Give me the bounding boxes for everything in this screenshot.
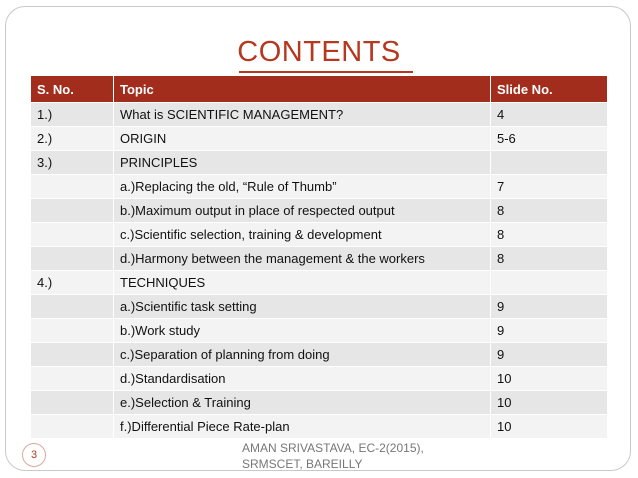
cell-serial-no <box>31 175 114 199</box>
table-header-row <box>31 76 608 103</box>
cell-slide-no: 8 <box>491 199 608 223</box>
footer-author <box>242 440 424 472</box>
table-row <box>31 343 608 367</box>
table-row <box>31 247 608 271</box>
table-row <box>31 199 608 223</box>
cell-serial-no <box>31 295 114 319</box>
table-row <box>31 127 608 151</box>
cell-serial-no: 4.) <box>31 271 114 295</box>
cell-topic: TECHNIQUES <box>114 271 491 295</box>
cell-slide-no <box>491 271 608 295</box>
table-row <box>31 103 608 127</box>
cell-topic: d.)Harmony between the management & the workers <box>114 247 491 271</box>
cell-serial-no <box>31 199 114 223</box>
footer-line-2: SRMSCET, BAREILLY <box>242 457 363 471</box>
cell-topic: c.)Separation of planning from doing <box>114 343 491 367</box>
cell-topic: a.)Scientific task setting <box>114 295 491 319</box>
table-row <box>31 151 608 175</box>
cell-topic: PRINCIPLES <box>114 151 491 175</box>
cell-topic: e.)Selection & Training <box>114 391 491 415</box>
cell-slide-no <box>491 151 608 175</box>
cell-topic: a.)Replacing the old, “Rule of Thumb” <box>114 175 491 199</box>
table-row <box>31 223 608 247</box>
cell-slide-no: 8 <box>491 223 608 247</box>
title-underline <box>239 71 413 73</box>
cell-topic: b.)Maximum output in place of respected output <box>114 199 491 223</box>
cell-serial-no: 3.) <box>31 151 114 175</box>
table-row <box>31 319 608 343</box>
cell-serial-no <box>31 319 114 343</box>
footer-line-1: AMAN SRIVASTAVA, EC-2(2015), <box>242 441 424 455</box>
cell-serial-no <box>31 343 114 367</box>
cell-slide-no: 4 <box>491 103 608 127</box>
table-row <box>31 415 608 439</box>
table-row <box>31 271 608 295</box>
table-row <box>31 367 608 391</box>
table-row <box>31 391 608 415</box>
header-slide-no: Slide No. <box>491 76 608 103</box>
cell-topic: f.)Differential Piece Rate-plan <box>114 415 491 439</box>
cell-serial-no <box>31 367 114 391</box>
cell-slide-no: 10 <box>491 415 608 439</box>
cell-slide-no: 9 <box>491 295 608 319</box>
table-row <box>31 175 608 199</box>
header-topic: Topic <box>114 76 491 103</box>
cell-slide-no: 9 <box>491 343 608 367</box>
cell-serial-no: 2.) <box>31 127 114 151</box>
table-row <box>31 295 608 319</box>
cell-slide-no: 10 <box>491 367 608 391</box>
cell-slide-no: 9 <box>491 319 608 343</box>
cell-topic: d.)Standardisation <box>114 367 491 391</box>
cell-serial-no <box>31 391 114 415</box>
cell-topic: b.)Work study <box>114 319 491 343</box>
header-serial-no: S. No. <box>31 76 114 103</box>
cell-slide-no: 5-6 <box>491 127 608 151</box>
cell-slide-no: 10 <box>491 391 608 415</box>
page-number-badge: 3 <box>22 443 46 467</box>
cell-topic: What is SCIENTIFIC MANAGEMENT? <box>114 103 491 127</box>
cell-slide-no: 8 <box>491 247 608 271</box>
cell-topic: ORIGIN <box>114 127 491 151</box>
cell-serial-no <box>31 247 114 271</box>
cell-serial-no <box>31 223 114 247</box>
cell-topic: c.)Scientific selection, training & development <box>114 223 491 247</box>
cell-serial-no: 1.) <box>31 103 114 127</box>
cell-serial-no <box>31 415 114 439</box>
slide-title: CONTENTS <box>237 36 401 68</box>
contents-table <box>30 75 608 439</box>
cell-slide-no: 7 <box>491 175 608 199</box>
